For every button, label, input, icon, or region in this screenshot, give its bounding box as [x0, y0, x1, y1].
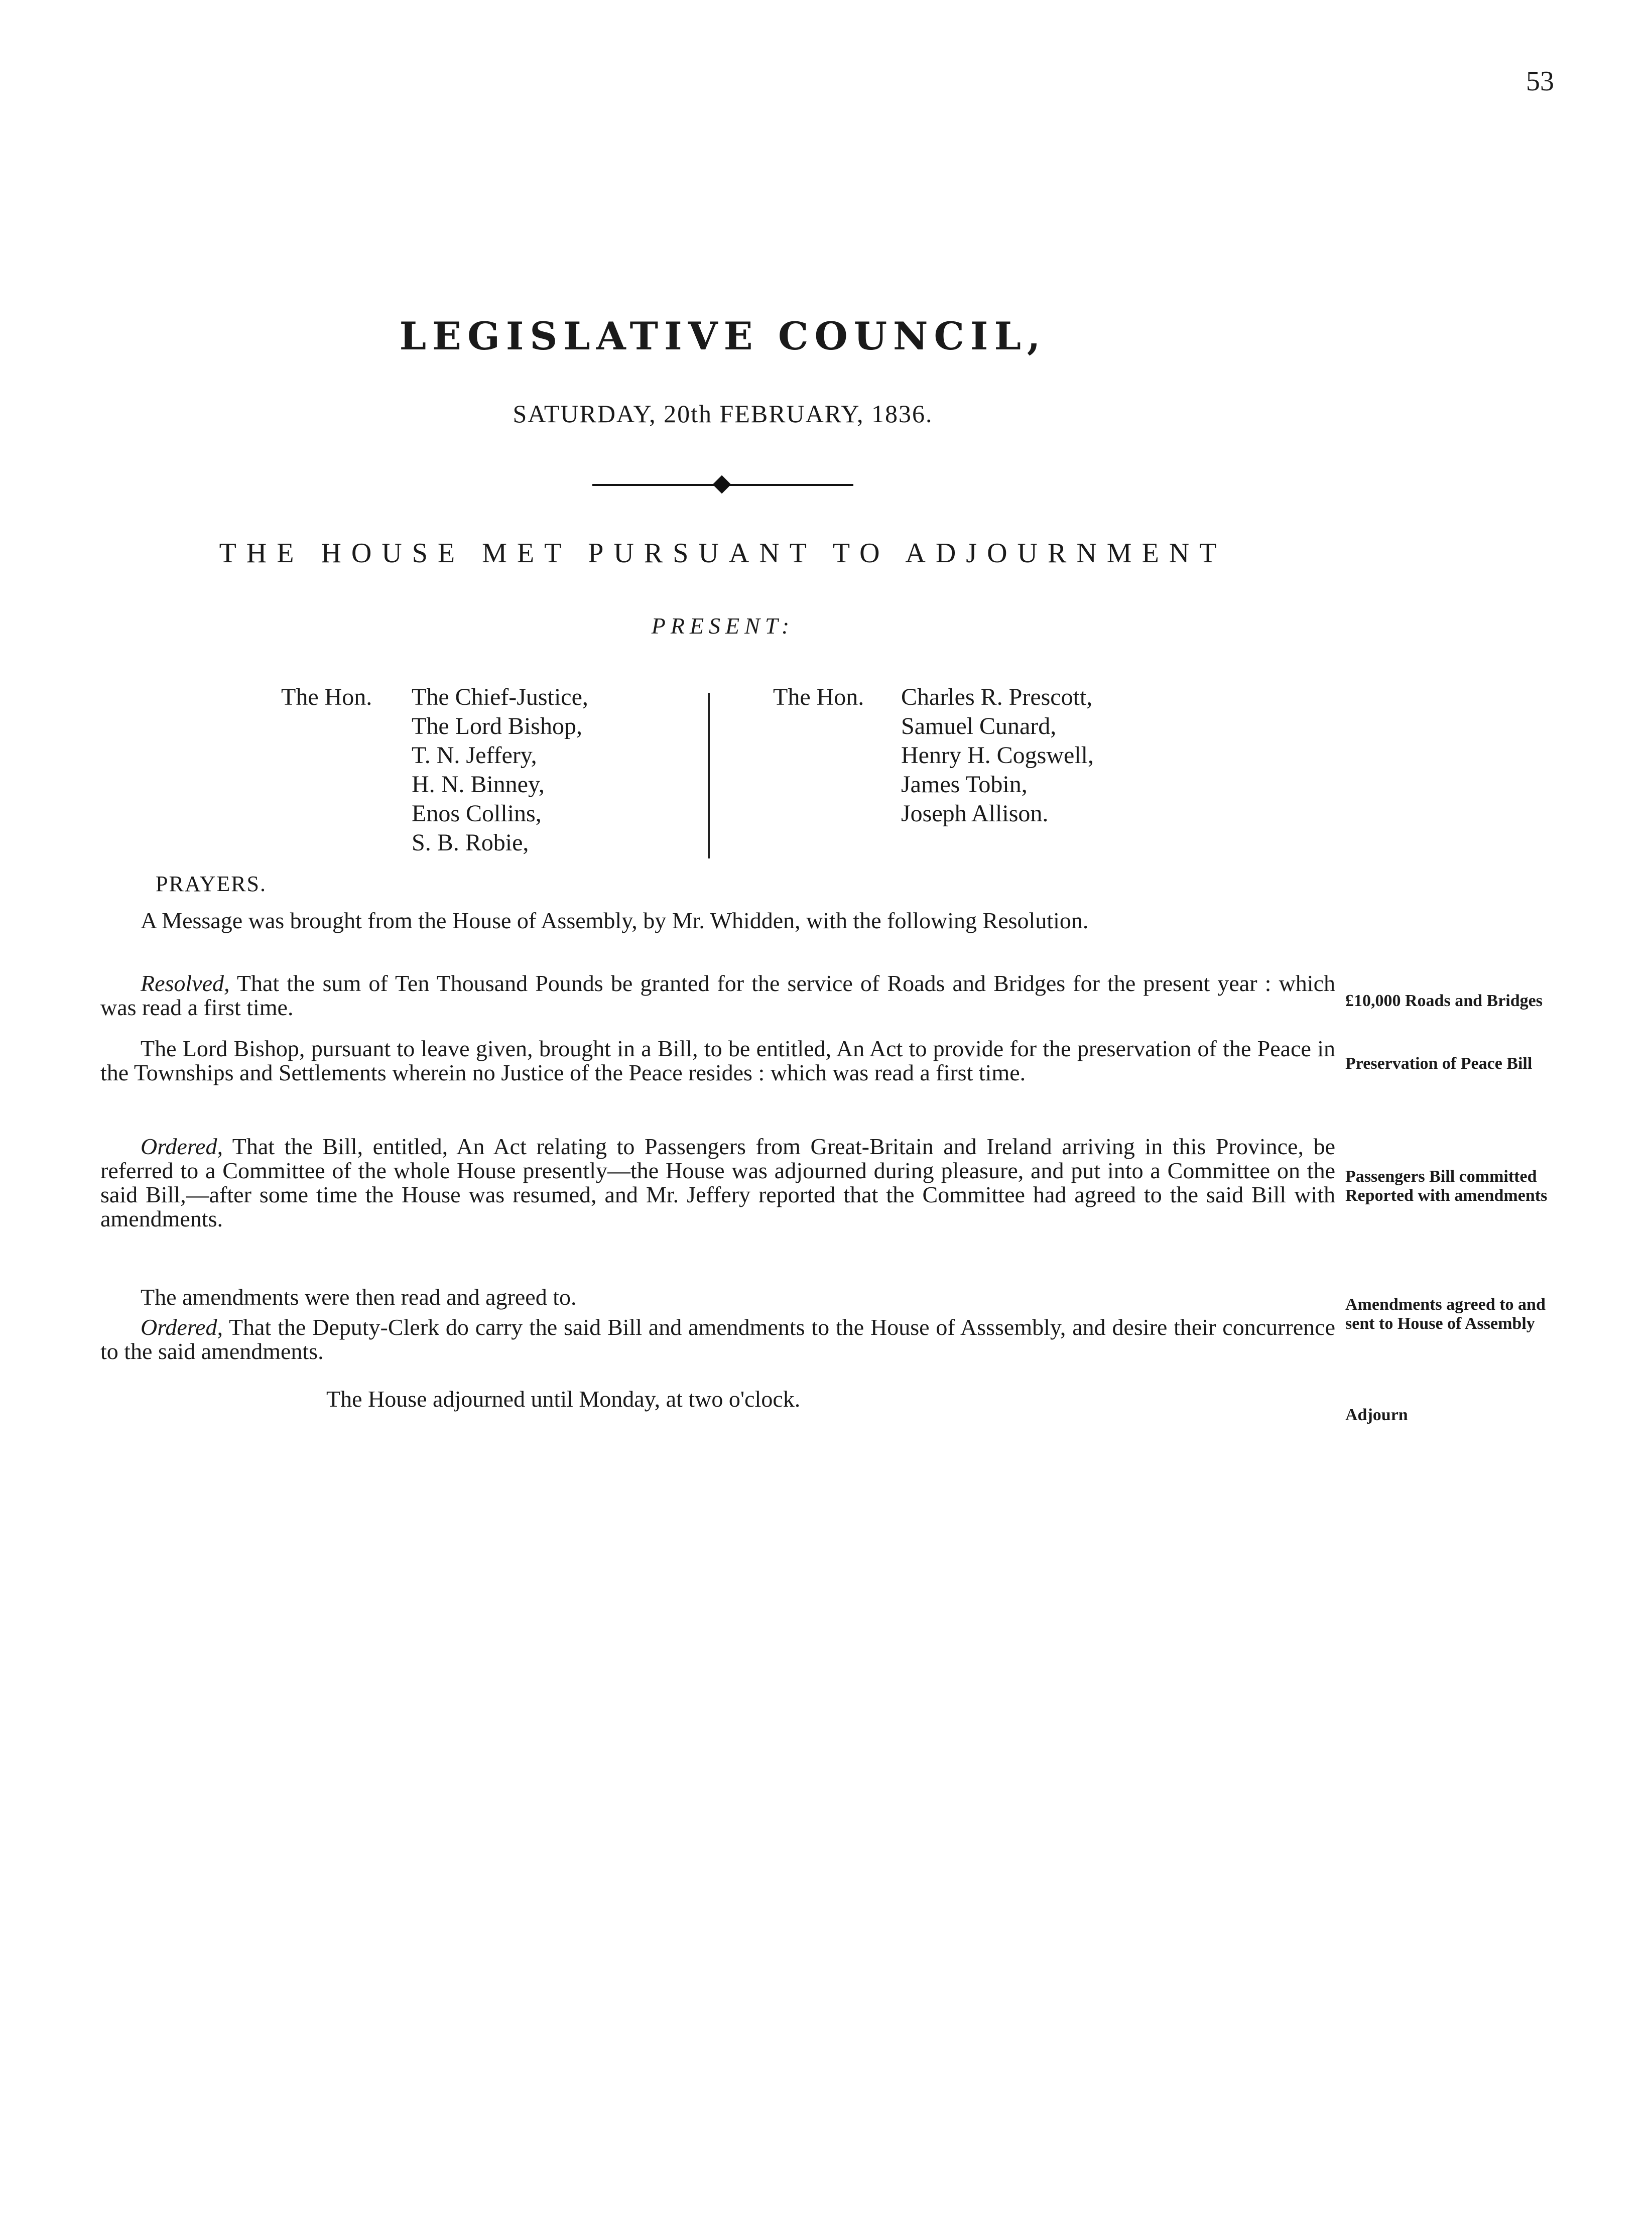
member-name: Joseph Allison. [901, 800, 1049, 827]
adjournment-line: The House adjourned until Monday, at two o'clock. [326, 1386, 801, 1412]
member-name: Henry H. Cogswell, [901, 742, 1094, 769]
minute-paragraph: Resolved, That the sum of Ten Thousand Pounds be granted for the service of Roads and Bridges for the present year : which was read a first time. [100, 970, 1335, 1020]
minute-paragraph: Ordered, That the Deputy-Clerk do carry the said Bill and amendments to the House of Asssembly, and desire their concurrence to the said amendments. [100, 1314, 1335, 1364]
minute-paragraph: The Lord Bishop, pursuant to leave given, brought in a Bill, to be entitled, An Act to provide for the preservation of the Peace in the Townships and Settlements wherein no Justice of the Peace resides : which was read a first time. [100, 1036, 1335, 1085]
margin-note: Preservation of Peace Bill [1345, 1054, 1533, 1073]
document-title: LEGISLATIVE COUNCIL, [399, 314, 1047, 358]
margin-note: Adjourn [1345, 1406, 1408, 1424]
minute-paragraph: Ordered, That the Bill, entitled, An Act relating to Passengers from Great-Britain and Ireland arriving in this Province, be referred to a Committee of the whole House presently—the House was adjourned during pleasure, and put into a Committee on the said Bill,—after some time the House was resumed, and Mr. Jeffery reported that the Committee had agreed to the said Bill with amendments. [100, 1134, 1336, 1231]
margin-note: £10,000 Roads and Bridges [1345, 991, 1543, 1010]
member-name: The Lord Bishop, [412, 713, 582, 739]
prayers-heading: PRAYERS. [156, 872, 267, 896]
house-met-heading: THE HOUSE MET PURSUANT TO ADJOURNMENT [219, 538, 1227, 569]
margin-note: Amendments agreed to and sent to House of Assembly [1345, 1295, 1546, 1333]
session-date: SATURDAY, 20th FEBRUARY, 1836. [513, 400, 933, 428]
member-name: T. N. Jeffery, [412, 742, 537, 769]
margin-note: Passengers Bill committed Reported with amendments [1345, 1167, 1548, 1205]
member-name: James Tobin, [901, 771, 1028, 798]
member-name: Enos Collins, [412, 800, 542, 827]
member-name: S. B. Robie, [412, 829, 529, 856]
minute-paragraph: The amendments were then read and agreed to. [141, 1284, 577, 1310]
diamond-icon [713, 475, 731, 494]
present-prefix: The Hon. [773, 684, 864, 710]
present-label: PRESENT: [651, 613, 795, 639]
member-name: Charles R. Prescott, [901, 684, 1093, 710]
present-prefix: The Hon. [281, 684, 372, 710]
member-name: H. N. Binney, [412, 771, 545, 798]
column-divider [708, 693, 710, 858]
page-number: 53 [1526, 66, 1554, 97]
member-name: Samuel Cunard, [901, 713, 1057, 739]
divider-ornament [592, 477, 853, 492]
minute-paragraph: A Message was brought from the House of Assembly, by Mr. Whidden, with the following Resolution. [141, 908, 1089, 933]
member-name: The Chief-Justice, [412, 684, 588, 710]
